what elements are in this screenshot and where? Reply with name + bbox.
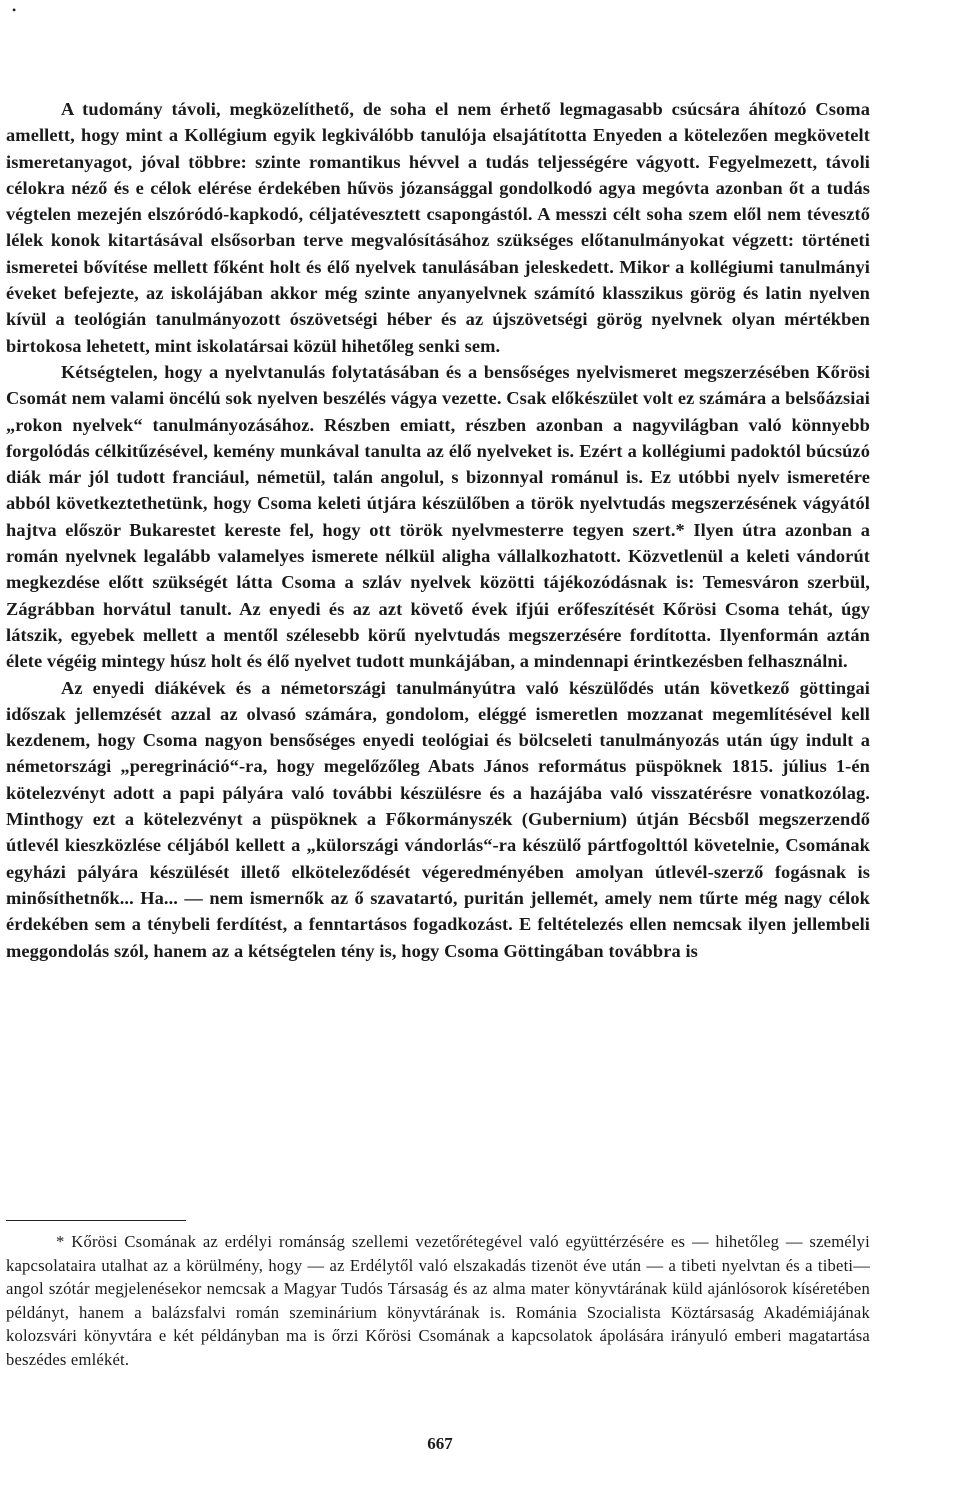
paragraph-1: A tudomány távoli, megközelíthető, de soha el nem érhető legmagasabb csúcsára áhítozó Csoma amellett, hogy mint a Kollégium egyik legkiválóbb tanulója elsajátította Enyeden a kötelezően megkövetelt ismeretanyagot, jóval többre: szinte romantikus hévvel a tudás teljességére vágyott. Fegyelmezett, távoli célokra néző és e célok elérése érdekében hűvös józansággal gondolkodó agya megóvta azonban őt a tudás végtelen mezején elszóródó-kapkodó, céljatévesztett csapongástól. A messzi célt soha szem elől nem tévesztő lélek konok kitartásával elsősorban terve megvalósításához szükséges előtanulmányokat végzett: történeti ismeretei bővítése mellett főként holt és élő nyelvek tanulásában jeleskedett. Mikor a kollégiumi tanulmányi éveket befejezte, az iskolájában akkor még szinte anyanyelvnek számító klasszikus görög és latin nyelven kívül a teológián tanulmányozott ószövetségi héber és az újszövetségi görög nyelvnek olyan mértékben birtokosa lehetett, mint iskolatársai közül hihetőleg senki sem.: [6, 99, 870, 356]
footnote-separator: [6, 1220, 186, 1221]
page-number: 667: [427, 1434, 453, 1453]
paragraph-3: Az enyedi diákévek és a németországi tanulmányútra való készülődés után következő göttingai időszak jellemzését azzal az olvasó számára, gondolom, eléggé ismeretlen mozzanat megemlítésével kell kezdenem, hogy Csoma nagyon bensőséges enyedi teológiai és bölcseleti tanulmányozás után úgy indult a németországi „peregrináció“-ra, hogy megelőzőleg Abats János református püspöknek 1815. július 1-én kötelezvényt adott a papi pályára való további készülésre és a hazájába való visszatérésre vonatkozólag. Minthogy ezt a kötelezvényt a püspöknek a Főkormányszék (Gubernium) útján Bécsből megszerzendő útlevél kieszközlése céljából kellett a „külországi vándorlás“-ra készülő pártfogolttól követelnie, Csomának egyházi pályára készülését illető elköteleződését végeredményében amolyan útlevél-szerző fogásnak is minősíthetnők... Ha... — nem ismernők az ő szavatartó, puritán jellemét, amely nem tűrte még nagy célok érdekében sem a ténybeli ferdítést, a fenntartásos fogadkozást. E feltételezés ellen nemcsak ilyen jellembeli meggondolás szól, hanem az a kétségtelen tény is, hogy Csoma Göttingában továbbra is: [6, 677, 870, 961]
footnote: [6, 1230, 870, 1372]
main-text: [6, 96, 870, 964]
paragraph-2: Kétségtelen, hogy a nyelvtanulás folytatásában és a bensőséges nyelvismeret megszerzésében Kőrösi Csomát nem valami öncélú sok nyelven beszélés vágya vezette. Csak előkészület volt ez számára a belsőázsiai „rokon nyelvek“ tanulmányozásához. Részben emiatt, részben azonban a nagyvilágban való könnyebb forgolódás célkitűzésével, kemény munkával tanulta az élő nyelveket is. Ezért a kollégiumi padoktól búcsúzó diák már jól tudott franciául, németül, talán angolul, s bizonnyal románul is. Ez utóbbi nyelv ismeretére abból következtethetünk, hogy Csoma keleti útjára készülőben a török nyelvtudás megszerzésének vágyától hajtva először Bukarestet kereste fel, hogy ott török nyelvmesterre tegyen szert.* Ilyen útra azonban a román nyelvnek legalább valamelyes ismerete nélkül aligha vállalkozhatott. Közvetlenül a keleti vándorút megkezdése előtt szükségét látta Csoma a szláv nyelvek közötti tájékozódásnak is: Temesváron szerbül, Zágrábban horvátul tanult. Az enyedi és az azt követő évek ifjúi erőfeszítését Kőrösi Csoma tehát, úgy látszik, egyebek mellett a mentől szélesebb körű nyelvtudás megszerzésére fordította. Ilyenformán aztán élete végéig mintegy húsz holt és élő nyelvet tudott munkájában, a mindennapi érintkezésben felhasználni.: [6, 361, 870, 672]
scan-mark: •: [12, 3, 17, 17]
footnote-text: * Kőrösi Csomának az erdélyi románság szellemi vezetőrétegével való együttérzésére es — hihetőleg — személyi kapcsolataira utalhat az a körülmény, hogy — az Erdélytől való elszakadás tizenöt éve után — a tibeti nyelvtan és a tibeti—angol szótár megjelenésekor nemcsak a Magyar Tudós Társaság és az alma mater könyvtárának küld ajánlósorok kíséretében példányt, hanem a balázsfalvi román szeminárium könyvtárának is. Románia Szocialista Köztársaság Akadémiájának kolozsvári könyvtára e két példányban ma is őrzi Kőrösi Csomának a kapcsolatok ápolására irányuló emberi magatartása beszédes emlékét.: [6, 1232, 870, 1369]
